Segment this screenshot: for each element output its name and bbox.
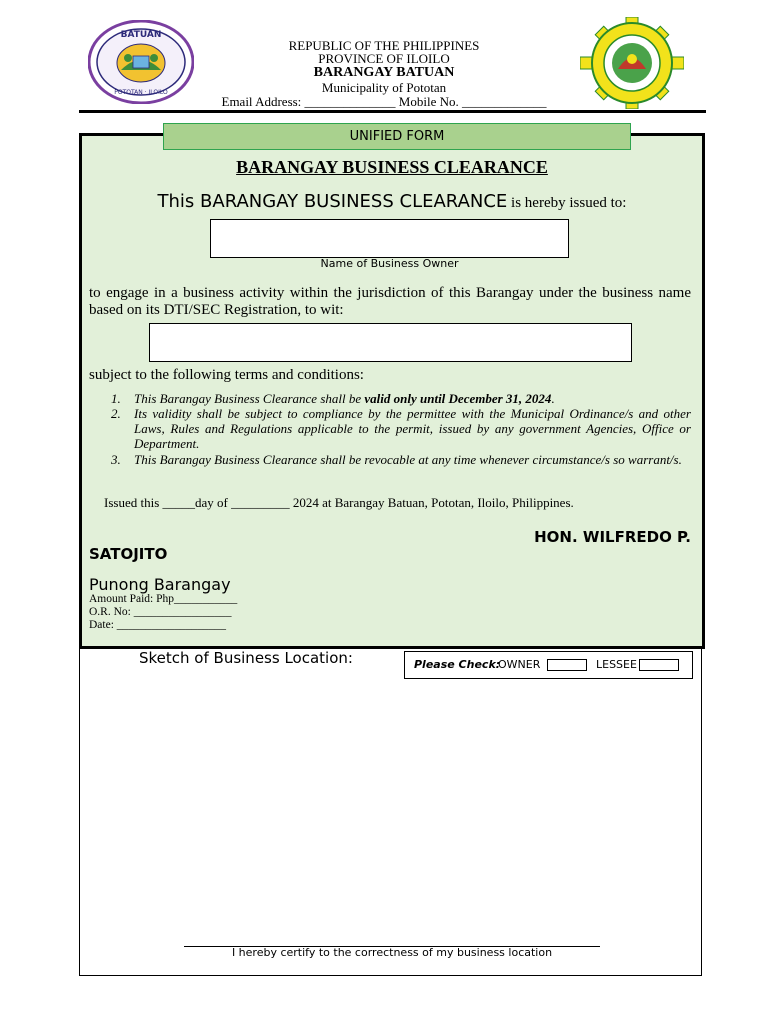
issued-to-line [79,191,705,212]
term-bold-text: valid only until December 31, 2024 [364,391,552,406]
owner-label: OWNER [498,658,541,671]
lessee-label: LESSEE [596,658,637,671]
term-number: 3. [111,452,121,467]
signer-name-first: HON. WILFREDO P. [534,528,691,546]
svg-text:POTOTAN · ILOILO: POTOTAN · ILOILO [114,89,168,96]
terms-list [111,391,691,483]
issued-date-line: Issued this _____day of _________ 2024 at Barangay Batuan, Pototan, Iloilo, Philippines. [104,495,574,510]
svg-text:BATUAN: BATUAN [120,30,162,40]
term-item [111,452,691,482]
header-municipality: Municipality of Pototan [321,80,447,95]
header-province: PROVINCE OF ILOILO [318,51,450,66]
owner-checkbox[interactable] [547,659,587,671]
lessee-checkbox[interactable] [639,659,679,671]
or-number-field[interactable]: O.R. No: _________________ [89,606,232,618]
term-item [111,406,691,451]
owner-name-field[interactable] [210,219,569,258]
term-text: Its validity shall be subject to compliance by the permittee with the Municipal Ordinance/s and other Laws, Rules and Regulations applicable to the permit, issued by any government Agencies, Office or Department. [134,406,691,451]
term-number: 2. [111,406,121,421]
header-republic: REPUBLIC OF THE PHILIPPINES [288,38,480,53]
municipality-seal-logo [580,17,684,109]
certify-text: I hereby certify to the correctness of my business location [231,946,553,959]
sketch-location-label: Sketch of Business Location: [139,649,353,667]
business-name-field[interactable] [149,323,632,362]
term-item [111,391,691,406]
barangay-seal-logo [88,20,194,104]
issued-prefix: This BARANGAY BUSINESS CLEARANCE [157,191,508,212]
header-contact-line[interactable]: Email Address: ______________ Mobile No. _____________ [221,94,547,109]
term-text-end: . [551,391,555,406]
ownership-check-box [404,651,693,679]
term-text: This Barangay Business Clearance shall be [134,391,365,406]
document-title: BARANGAY BUSINESS CLEARANCE [236,157,548,177]
issued-suffix: is hereby issued to: [507,195,627,211]
please-check-label: Please Check: [414,658,501,671]
sketch-section [79,646,702,976]
amount-paid-field[interactable]: Amount Paid: Php___________ [89,593,238,605]
engage-paragraph: to engage in a business activity within the jurisdiction of this Barangay under the business name based on its DTI/SEC Registration, to wit: [89,285,691,318]
term-number: 1. [111,391,121,406]
header-rule [79,110,706,113]
subject-terms-intro: subject to the following terms and conditions: [89,367,364,383]
signer-name-last: SATOJITO [89,545,168,563]
date-field[interactable]: Date: ___________________ [89,619,227,631]
owner-name-caption: Name of Business Owner [320,257,459,270]
signer-title: Punong Barangay [89,575,231,594]
term-text: This Barangay Business Clearance shall be revocable at any time whenever circumstance/s so warrant/s. [134,452,682,467]
header-barangay: BARANGAY BATUAN [313,65,455,80]
unified-form-tab: UNIFIED FORM [163,123,631,150]
